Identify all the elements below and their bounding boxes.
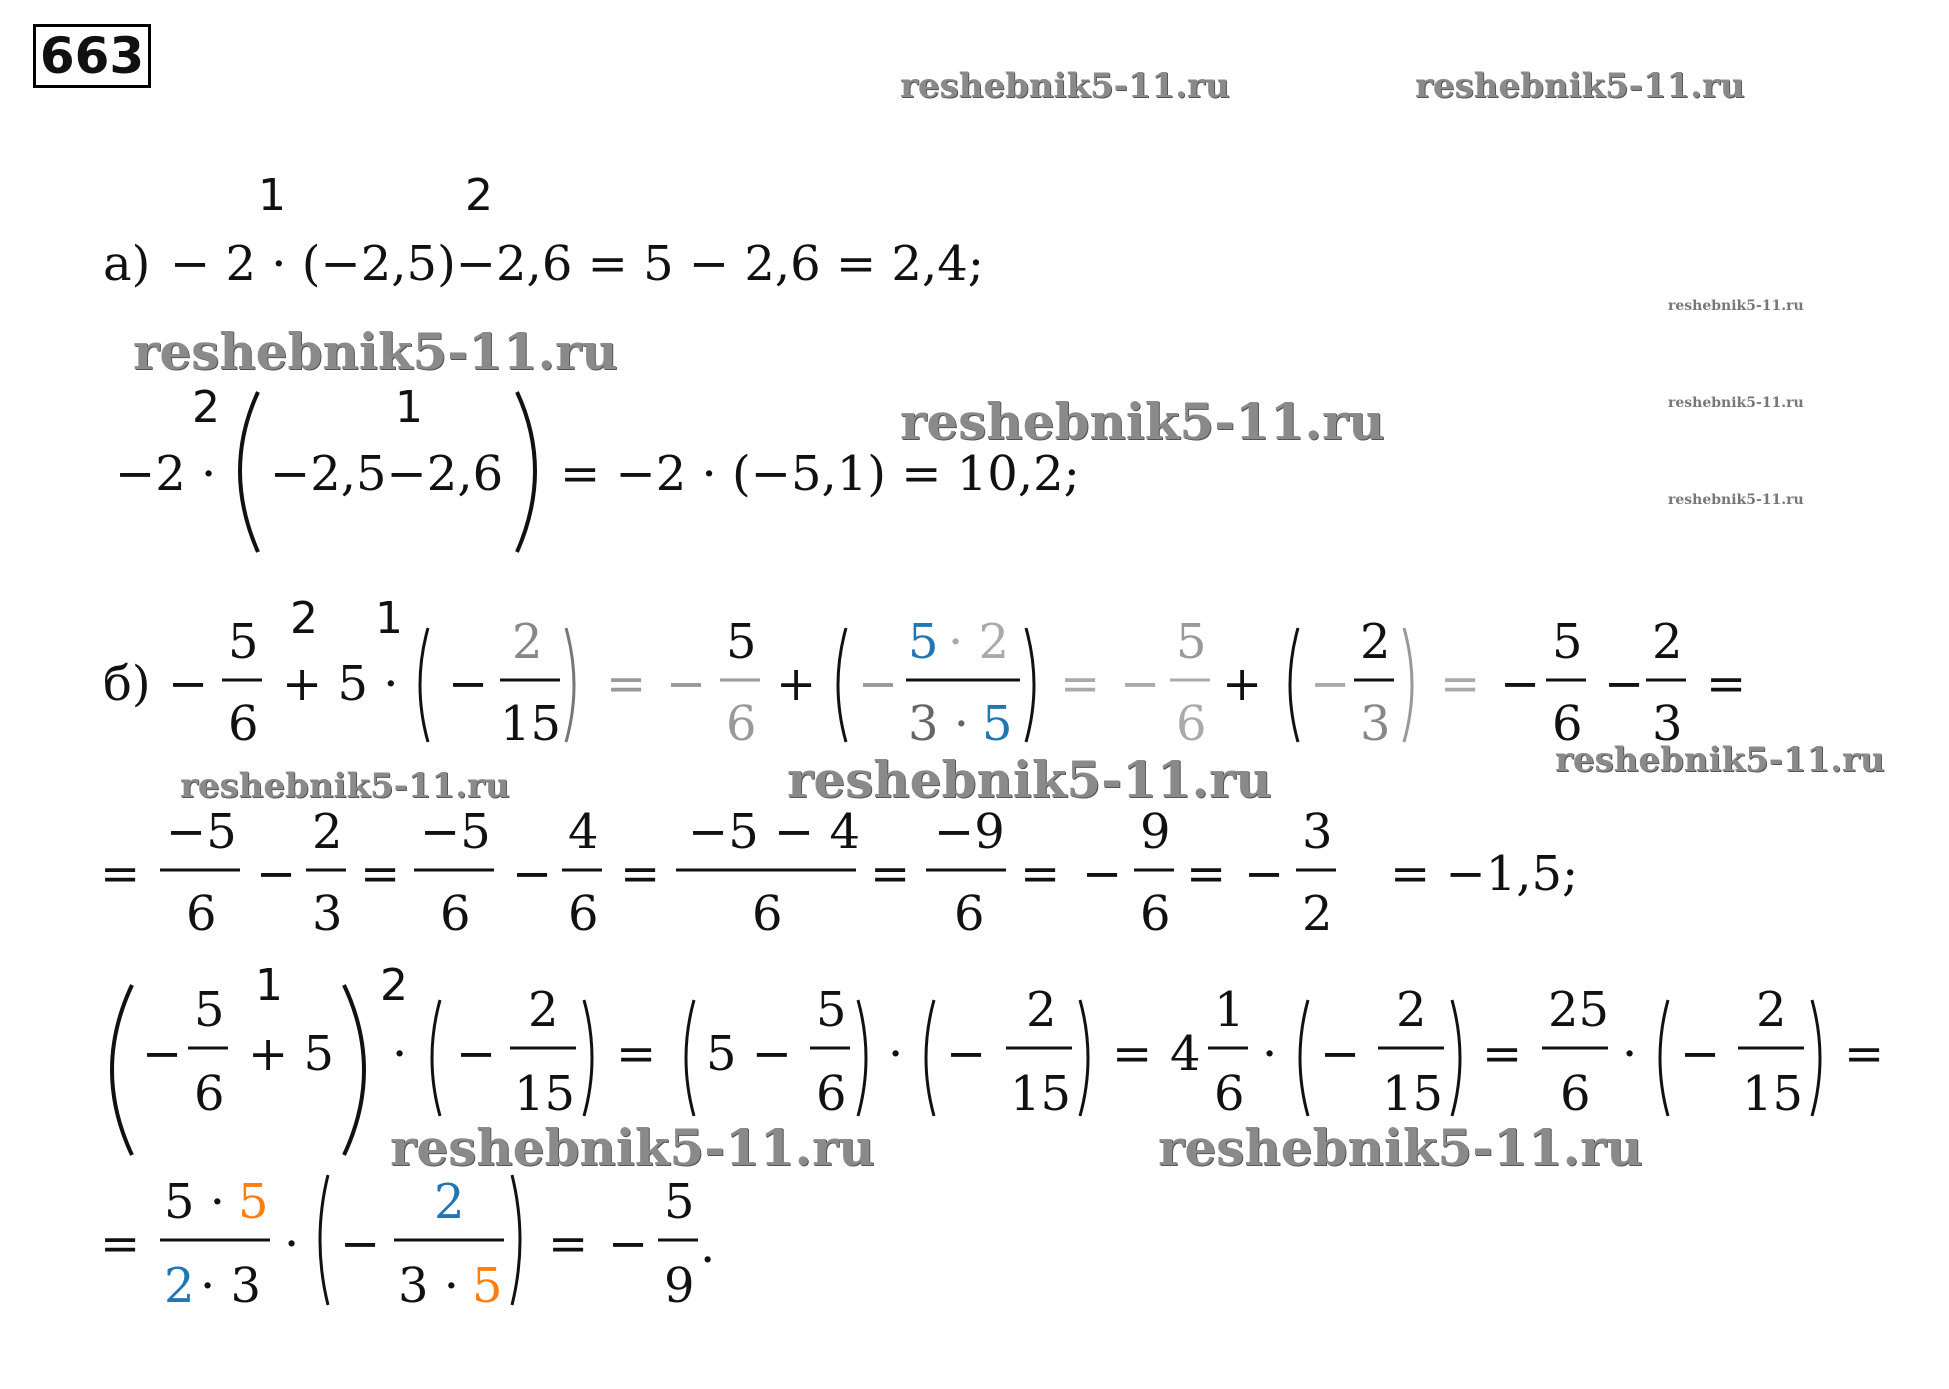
svg-text:=: = bbox=[100, 846, 141, 902]
svg-text:+: + bbox=[776, 656, 817, 712]
svg-text:4: 4 bbox=[1170, 1026, 1201, 1082]
svg-text:2: 2 bbox=[528, 982, 559, 1038]
svg-text:6: 6 bbox=[954, 886, 985, 942]
svg-text:6: 6 bbox=[816, 1066, 847, 1122]
svg-text:−: − bbox=[256, 846, 297, 902]
svg-text:=: = bbox=[1440, 656, 1481, 712]
part-a-line2-suffix: = −2 · (−5,1) = 10,2; bbox=[560, 446, 1080, 502]
svg-text:15: 15 bbox=[1742, 1066, 1804, 1122]
svg-text:5: 5 bbox=[228, 614, 259, 670]
order-mark: 2 bbox=[465, 170, 493, 221]
svg-text:−: − bbox=[1604, 656, 1645, 712]
svg-text:2: 2 bbox=[1652, 614, 1683, 670]
svg-text:−5: −5 bbox=[420, 804, 491, 860]
svg-text:−: − bbox=[168, 656, 209, 712]
svg-text:6: 6 bbox=[1140, 886, 1171, 942]
svg-text:=: = bbox=[620, 846, 661, 902]
svg-text:· 2: · 2 bbox=[948, 614, 1010, 670]
watermark: reshebnik5-11.ru bbox=[390, 1118, 875, 1177]
svg-text:.: . bbox=[700, 1218, 716, 1274]
watermark: reshebnik5-11.ru bbox=[1668, 298, 1804, 314]
svg-text:6: 6 bbox=[726, 696, 757, 752]
part-a-line1: − 2 · (−2,5)−2,6 = 5 − 2,6 = 2,4; bbox=[170, 236, 984, 292]
svg-text:2: 2 bbox=[1756, 982, 1787, 1038]
svg-text:=: = bbox=[616, 1026, 657, 1082]
svg-text:=: = bbox=[100, 1216, 141, 1272]
svg-text:2: 2 bbox=[1360, 614, 1391, 670]
svg-text:2: 2 bbox=[164, 1258, 195, 1314]
svg-text:−: − bbox=[946, 1026, 987, 1082]
part-b-label: б) bbox=[103, 656, 151, 712]
svg-text:5 −: 5 − bbox=[706, 1026, 793, 1082]
svg-text:−: − bbox=[858, 656, 899, 712]
svg-text:6: 6 bbox=[1552, 696, 1583, 752]
svg-text:3: 3 bbox=[1302, 804, 1333, 860]
svg-text:5: 5 bbox=[664, 1174, 695, 1230]
svg-text:+: + bbox=[1222, 656, 1263, 712]
svg-text:−: − bbox=[1500, 656, 1541, 712]
svg-text:3: 3 bbox=[1652, 696, 1683, 752]
watermark: reshebnik5-11.ru bbox=[133, 322, 618, 381]
svg-text:=: = bbox=[1060, 656, 1101, 712]
watermark: reshebnik5-11.ru bbox=[900, 392, 1385, 451]
svg-text:=: = bbox=[1706, 656, 1747, 712]
svg-text:5: 5 bbox=[1552, 614, 1583, 670]
svg-text:−: − bbox=[512, 846, 553, 902]
svg-text:15: 15 bbox=[1382, 1066, 1444, 1122]
svg-text:2: 2 bbox=[1302, 886, 1333, 942]
svg-text:5: 5 bbox=[726, 614, 757, 670]
watermark: reshebnik5-11.ru bbox=[787, 750, 1272, 809]
order-mark: 2 bbox=[290, 593, 318, 644]
right-paren bbox=[517, 392, 535, 552]
svg-text:5: 5 bbox=[908, 614, 939, 670]
part-a-line2-prefix: −2 · bbox=[115, 446, 217, 502]
svg-text:+ 5 ·: + 5 · bbox=[282, 656, 399, 712]
svg-text:2: 2 bbox=[434, 1174, 465, 1230]
left-paren bbox=[240, 392, 258, 552]
svg-text:=: = bbox=[1112, 1026, 1153, 1082]
watermark: reshebnik5-11.ru bbox=[900, 66, 1230, 106]
svg-text:15: 15 bbox=[500, 696, 562, 752]
svg-text:5: 5 bbox=[194, 982, 225, 1038]
svg-text:· 3: · 3 bbox=[200, 1258, 262, 1314]
svg-text:15: 15 bbox=[1010, 1066, 1072, 1122]
svg-text:·: · bbox=[284, 1216, 300, 1272]
watermark: reshebnik5-11.ru bbox=[180, 766, 510, 806]
svg-text:9: 9 bbox=[664, 1258, 695, 1314]
svg-text:−: − bbox=[448, 656, 489, 712]
svg-text:3: 3 bbox=[1360, 696, 1391, 752]
svg-text:−9: −9 bbox=[934, 804, 1005, 860]
svg-text:−: − bbox=[456, 1026, 497, 1082]
part-a-label: а) bbox=[103, 236, 151, 292]
watermark: reshebnik5-11.ru bbox=[1415, 66, 1745, 106]
svg-text:5: 5 bbox=[1176, 614, 1207, 670]
watermark: reshebnik5-11.ru bbox=[1668, 492, 1804, 508]
svg-text:=: = bbox=[606, 656, 647, 712]
svg-text:6: 6 bbox=[568, 886, 599, 942]
svg-text:·: · bbox=[1622, 1026, 1638, 1082]
svg-text:−: − bbox=[1082, 846, 1123, 902]
svg-text:=: = bbox=[548, 1216, 589, 1272]
svg-text:2: 2 bbox=[1396, 982, 1427, 1038]
order-mark: 1 bbox=[258, 170, 286, 221]
svg-text:3 ·: 3 · bbox=[398, 1258, 460, 1314]
order-mark: 2 bbox=[380, 960, 408, 1011]
svg-text:2: 2 bbox=[512, 614, 543, 670]
svg-text:5: 5 bbox=[472, 1258, 503, 1314]
svg-text:−: − bbox=[608, 1216, 649, 1272]
svg-text:2: 2 bbox=[1026, 982, 1057, 1038]
svg-text:−: − bbox=[340, 1216, 381, 1272]
svg-text:6: 6 bbox=[194, 1066, 225, 1122]
order-mark: 1 bbox=[395, 382, 423, 433]
svg-text:6: 6 bbox=[228, 696, 259, 752]
svg-text:=: = bbox=[1186, 846, 1227, 902]
svg-text:5: 5 bbox=[816, 982, 847, 1038]
svg-text:1: 1 bbox=[1214, 982, 1245, 1038]
svg-text:−: − bbox=[1320, 1026, 1361, 1082]
svg-text:·: · bbox=[888, 1026, 904, 1082]
svg-text:6: 6 bbox=[1176, 696, 1207, 752]
order-mark: 2 bbox=[192, 382, 220, 433]
svg-text:5: 5 bbox=[982, 696, 1013, 752]
final-answer: − 5/9. bbox=[1400, 1230, 1404, 1231]
svg-text:6: 6 bbox=[752, 886, 783, 942]
svg-text:3: 3 bbox=[312, 886, 343, 942]
svg-text:6: 6 bbox=[440, 886, 471, 942]
watermark: reshebnik5-11.ru bbox=[1158, 1118, 1643, 1177]
svg-text:=: = bbox=[1844, 1026, 1885, 1082]
svg-text:·: · bbox=[1262, 1026, 1278, 1082]
svg-text:+ 5: + 5 bbox=[248, 1026, 335, 1082]
svg-text:=: = bbox=[1020, 846, 1061, 902]
watermark: reshebnik5-11.ru bbox=[1668, 395, 1804, 411]
svg-text:5 ·: 5 · bbox=[164, 1174, 226, 1230]
svg-text:6: 6 bbox=[1560, 1066, 1591, 1122]
svg-text:3 ·: 3 · bbox=[908, 696, 970, 752]
svg-text:2: 2 bbox=[312, 804, 343, 860]
svg-text:9: 9 bbox=[1140, 804, 1171, 860]
svg-text:−: − bbox=[1310, 656, 1351, 712]
svg-text:=: = bbox=[360, 846, 401, 902]
problem-number: 663 bbox=[33, 24, 151, 88]
order-mark: 1 bbox=[255, 960, 283, 1011]
svg-text:=: = bbox=[1482, 1026, 1523, 1082]
watermark: reshebnik5-11.ru bbox=[1555, 740, 1885, 780]
svg-text:·: · bbox=[392, 1026, 408, 1082]
svg-text:−: − bbox=[1680, 1026, 1721, 1082]
svg-text:4: 4 bbox=[568, 804, 599, 860]
svg-text:=: = bbox=[870, 846, 911, 902]
svg-text:−: − bbox=[1244, 846, 1285, 902]
part-a-line2-inner: −2,5−2,6 bbox=[270, 446, 504, 502]
svg-text:−: − bbox=[1120, 656, 1161, 712]
svg-text:−5: −5 bbox=[166, 804, 237, 860]
svg-text:−: − bbox=[666, 656, 707, 712]
svg-text:25: 25 bbox=[1548, 982, 1610, 1038]
svg-text:6: 6 bbox=[186, 886, 217, 942]
svg-text:−5 − 4: −5 − 4 bbox=[688, 804, 861, 860]
svg-text:15: 15 bbox=[514, 1066, 576, 1122]
svg-text:−: − bbox=[142, 1026, 183, 1082]
part-b-result: = −1,5; bbox=[1390, 846, 1579, 902]
svg-text:6: 6 bbox=[1214, 1066, 1245, 1122]
svg-text:5: 5 bbox=[238, 1174, 269, 1230]
order-mark: 1 bbox=[375, 593, 403, 644]
